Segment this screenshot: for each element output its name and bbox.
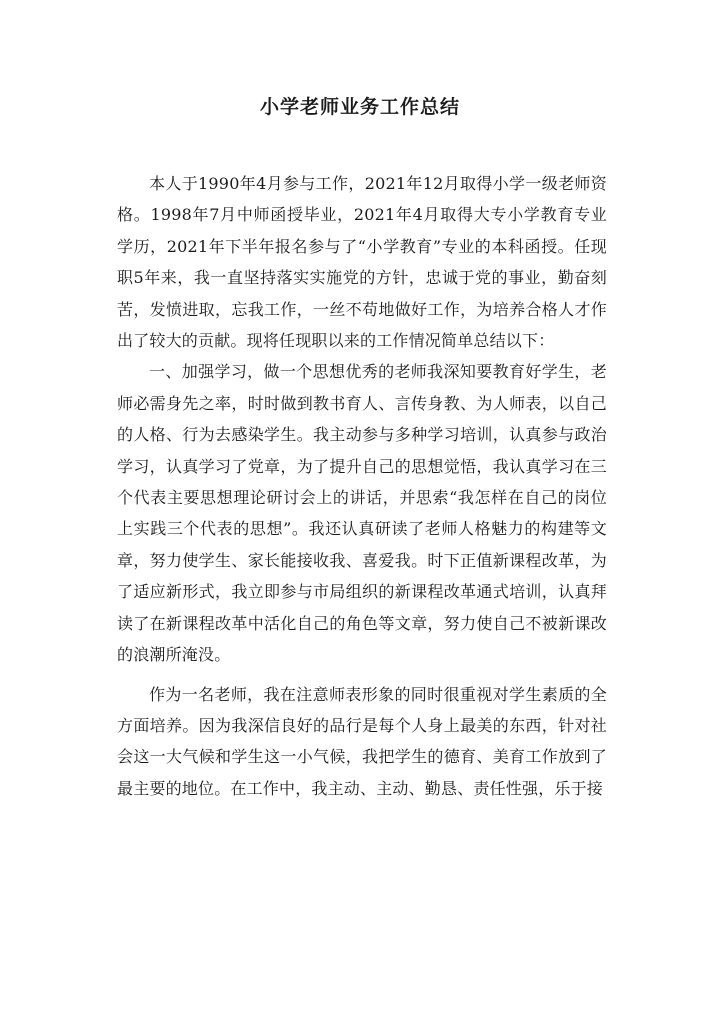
paragraph-teacher: 作为一名老师，我在注意师表形象的同时很重视对学生素质的全方面培养。因为我深信良好的品行是每个人身上最美的东西，针对社会这一大气候和学生这一小气候，我把学生的德育、美育工作放到了最主要的地位。在工作中，我主动、主动、勤恳、责任性强，乐于接 <box>117 684 607 798</box>
document-body <box>117 168 607 804</box>
paragraph-study: 一、加强学习，做一个思想优秀的老师我深知要教育好学生，老师必需身先之率，时时做到教书育人、言传身教、为人师表，以自己的人格、行为去感染学生。我主动参与多种学习培训，认真参与政治学习，认真学习了党章，为了提升自己的思想觉悟，我认真学习在三个代表主要思想理论研讨会上的讲话，并思索“我怎样在自己的岗位上实践三个代表的思想”。我还认真研读了老师人格魅力的构建等文章，努力使学生、家长能接收我、喜爱我。时下正值新课程改革，为了适应新形式，我立即参与市局组织的新课程改革通式培训，认真拜读了在新课程改革中活化自己的角色等文章，努力使自己不被新课改的浪潮所淹没。 <box>117 362 607 665</box>
page-title: 小学老师业务工作总结 <box>259 96 460 118</box>
paragraph-intro: 本人于1990年4月参与工作，2021年12月取得小学一级老师资格。1998年7月中师函授毕业，2021年4月取得大专小学教育专业学历，2021年下半年报名参与了“小学教育”专业的本科函授。任现职5年来，我一直坚持落实实施党的方针，忠诚于党的事业，勤奋刻苦，发愤进取，忘我工作，一丝不苟地做好工作，为培养合格人才作出了较大的贡献。现将任现职以来的工作情况简单总结以下： <box>117 174 607 351</box>
